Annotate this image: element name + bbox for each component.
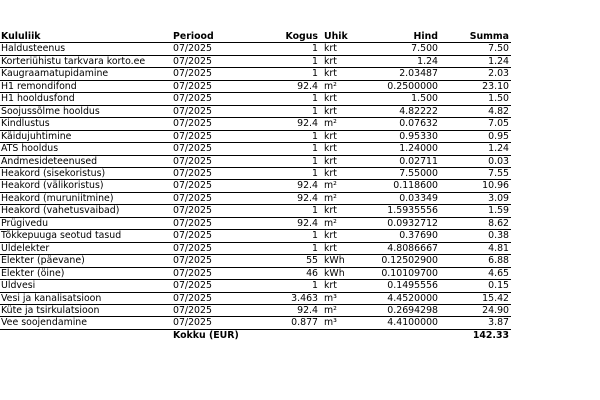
cell-period: 07/2025 — [172, 105, 268, 117]
charges-table — [0, 31, 511, 341]
cell-sum: 1.24 — [440, 55, 511, 67]
cell-period: 07/2025 — [172, 317, 268, 329]
table-row — [0, 155, 511, 167]
table-row — [0, 43, 511, 55]
header-unit: Ühik — [320, 31, 355, 43]
cell-name: Üldvesi — [0, 280, 172, 292]
cell-name: Soojussõlme hooldus — [0, 105, 172, 117]
cell-quantity: 1 — [268, 105, 320, 117]
cell-unit: krt — [320, 155, 355, 167]
cell-price: 2.03487 — [355, 68, 440, 80]
cell-quantity: 1 — [268, 230, 320, 242]
cell-price: 1.24 — [355, 55, 440, 67]
table-row — [0, 317, 511, 329]
cell-quantity: 1 — [268, 43, 320, 55]
cell-period: 07/2025 — [172, 180, 268, 192]
cell-quantity: 3.463 — [268, 292, 320, 304]
cell-price: 4.82222 — [355, 105, 440, 117]
cell-name: Heakord (välikoristus) — [0, 180, 172, 192]
cell-quantity: 55 — [268, 255, 320, 267]
cell-sum: 4.65 — [440, 267, 511, 279]
cell-price: 0.37690 — [355, 230, 440, 242]
table-row — [0, 255, 511, 267]
cell-quantity: 1 — [268, 155, 320, 167]
cell-period: 07/2025 — [172, 205, 268, 217]
cell-price: 4.4100000 — [355, 317, 440, 329]
cell-price: 0.03349 — [355, 192, 440, 204]
cell-sum: 1.24 — [440, 143, 511, 155]
cell-sum: 0.95 — [440, 130, 511, 142]
header-period: Periood — [172, 31, 268, 43]
cell-unit: krt — [320, 230, 355, 242]
table-row — [0, 292, 511, 304]
cell-period: 07/2025 — [172, 143, 268, 155]
header-name: Kululiik — [0, 31, 172, 43]
cell-name: Elekter (päevane) — [0, 255, 172, 267]
cell-price: 0.0932712 — [355, 217, 440, 229]
cell-name: Heakord (sisekoristus) — [0, 167, 172, 179]
cell-quantity: 92.4 — [268, 118, 320, 130]
cell-unit: kWh — [320, 255, 355, 267]
cell-sum: 6.88 — [440, 255, 511, 267]
cell-price: 0.1495556 — [355, 280, 440, 292]
cell-quantity: 92.4 — [268, 80, 320, 92]
cell-sum: 4.81 — [440, 242, 511, 254]
cell-unit: kWh — [320, 267, 355, 279]
cell-name: Heakord (muruniitmine) — [0, 192, 172, 204]
cell-quantity: 1 — [268, 242, 320, 254]
table-row — [0, 118, 511, 130]
header-price: Hind — [355, 31, 440, 43]
cell-period: 07/2025 — [172, 255, 268, 267]
cell-period: 07/2025 — [172, 80, 268, 92]
table-row — [0, 267, 511, 279]
cell-name: Kindlustus — [0, 118, 172, 130]
cell-name: Üldelekter — [0, 242, 172, 254]
cell-unit: krt — [320, 93, 355, 105]
table-row — [0, 68, 511, 80]
total-value: 142.33 — [472, 329, 509, 341]
cell-sum: 0.15 — [440, 280, 511, 292]
cell-period: 07/2025 — [172, 280, 268, 292]
cell-unit: krt — [320, 205, 355, 217]
cell-unit: krt — [320, 68, 355, 80]
cell-price: 0.07632 — [355, 118, 440, 130]
cell-unit: m² — [320, 80, 355, 92]
table-row — [0, 230, 511, 242]
table-row — [0, 143, 511, 155]
table-row — [0, 167, 511, 179]
cell-price: 0.2500000 — [355, 80, 440, 92]
cell-period: 07/2025 — [172, 267, 268, 279]
cell-period: 07/2025 — [172, 292, 268, 304]
cell-quantity: 1 — [268, 205, 320, 217]
cell-unit: krt — [320, 242, 355, 254]
table-body — [0, 43, 511, 329]
table-row — [0, 205, 511, 217]
cell-price: 0.10109700 — [355, 267, 440, 279]
cell-period: 07/2025 — [172, 217, 268, 229]
cell-period: 07/2025 — [172, 43, 268, 55]
cell-name: Käidujuhtimine — [0, 130, 172, 142]
cell-price: 1.24000 — [355, 143, 440, 155]
cell-period: 07/2025 — [172, 304, 268, 316]
cell-quantity: 1 — [268, 167, 320, 179]
cell-price: 7.500 — [355, 43, 440, 55]
cell-sum: 7.05 — [440, 118, 511, 130]
cell-name: H1 remondifond — [0, 80, 172, 92]
cell-unit: krt — [320, 143, 355, 155]
cell-unit: krt — [320, 280, 355, 292]
cell-name: Küte ja tsirkulatsioon — [0, 304, 172, 316]
cell-sum: 2.03 — [440, 68, 511, 80]
cell-name: Elekter (öine) — [0, 267, 172, 279]
cell-name: Andmesideteenused — [0, 155, 172, 167]
cell-unit: krt — [320, 130, 355, 142]
cell-quantity: 0.877 — [268, 317, 320, 329]
cell-sum: 23.10 — [440, 80, 511, 92]
cell-unit: krt — [320, 167, 355, 179]
cell-period: 07/2025 — [172, 167, 268, 179]
cell-quantity: 1 — [268, 55, 320, 67]
cell-price: 1.500 — [355, 93, 440, 105]
cell-quantity: 92.4 — [268, 180, 320, 192]
cell-quantity: 1 — [268, 143, 320, 155]
cell-unit: m² — [320, 217, 355, 229]
cell-quantity: 1 — [268, 130, 320, 142]
cell-quantity: 92.4 — [268, 192, 320, 204]
cell-sum: 4.82 — [440, 105, 511, 117]
cell-name: Vesi ja kanalisatsioon — [0, 292, 172, 304]
cell-quantity: 1 — [268, 280, 320, 292]
cell-sum: 0.38 — [440, 230, 511, 242]
cell-name: Prügivedu — [0, 217, 172, 229]
cell-quantity: 1 — [268, 93, 320, 105]
cell-period: 07/2025 — [172, 130, 268, 142]
cell-sum: 24.90 — [440, 304, 511, 316]
header-sum: Summa — [440, 31, 511, 43]
table-row — [0, 93, 511, 105]
cell-unit: krt — [320, 105, 355, 117]
table-row — [0, 130, 511, 142]
cell-name: Tõkkepuuga seotud tasud — [0, 230, 172, 242]
cell-price: 4.8086667 — [355, 242, 440, 254]
cell-period: 07/2025 — [172, 242, 268, 254]
cell-unit: m² — [320, 304, 355, 316]
cell-quantity: 92.4 — [268, 304, 320, 316]
cell-name: Haldusteenus — [0, 43, 172, 55]
table-row — [0, 105, 511, 117]
table-header-row — [0, 31, 511, 43]
cell-price: 1.5935556 — [355, 205, 440, 217]
cell-sum: 0.03 — [440, 155, 511, 167]
cell-price: 0.2694298 — [355, 304, 440, 316]
cell-sum: 1.50 — [440, 93, 511, 105]
table-row — [0, 192, 511, 204]
table-row — [0, 217, 511, 229]
cell-name: Heakord (vahetusvaibad) — [0, 205, 172, 217]
cell-unit: m³ — [320, 317, 355, 329]
cell-period: 07/2025 — [172, 68, 268, 80]
cell-name: Korteriühistu tarkvara korto.ee — [0, 55, 172, 67]
cell-price: 0.95330 — [355, 130, 440, 142]
cell-period: 07/2025 — [172, 55, 268, 67]
cell-unit: krt — [320, 55, 355, 67]
cell-price: 7.55000 — [355, 167, 440, 179]
cell-sum: 7.50 — [440, 43, 511, 55]
cell-period: 07/2025 — [172, 93, 268, 105]
cell-period: 07/2025 — [172, 118, 268, 130]
cell-unit: m² — [320, 118, 355, 130]
cell-name: ATS hooldus — [0, 143, 172, 155]
cell-price: 0.02711 — [355, 155, 440, 167]
cell-price: 4.4520000 — [355, 292, 440, 304]
cell-sum: 7.55 — [440, 167, 511, 179]
header-quantity: Kogus — [268, 31, 320, 43]
cell-price: 0.12502900 — [355, 255, 440, 267]
cell-sum: 3.87 — [440, 317, 511, 329]
cell-name: Kaugraamatupidamine — [0, 68, 172, 80]
cell-name: H1 hooldusfond — [0, 93, 172, 105]
table-row — [0, 242, 511, 254]
cell-sum: 10.96 — [440, 180, 511, 192]
cell-sum: 1.59 — [440, 205, 511, 217]
cell-period: 07/2025 — [172, 192, 268, 204]
cell-quantity: 92.4 — [268, 217, 320, 229]
total-row — [0, 329, 511, 341]
table-row — [0, 180, 511, 192]
cell-unit: krt — [320, 43, 355, 55]
cell-sum: 3.09 — [440, 192, 511, 204]
cell-quantity: 46 — [268, 267, 320, 279]
table-row — [0, 304, 511, 316]
cell-unit: m³ — [320, 292, 355, 304]
total-label: Kokku (EUR) — [173, 329, 239, 341]
cell-unit: m² — [320, 180, 355, 192]
table-row — [0, 55, 511, 67]
cell-quantity: 1 — [268, 68, 320, 80]
cell-period: 07/2025 — [172, 230, 268, 242]
cell-unit: m² — [320, 192, 355, 204]
table-row — [0, 80, 511, 92]
cell-name: Vee soojendamine — [0, 317, 172, 329]
table-row — [0, 280, 511, 292]
cell-sum: 15.42 — [440, 292, 511, 304]
cell-period: 07/2025 — [172, 155, 268, 167]
cell-price: 0.118600 — [355, 180, 440, 192]
cell-sum: 8.62 — [440, 217, 511, 229]
